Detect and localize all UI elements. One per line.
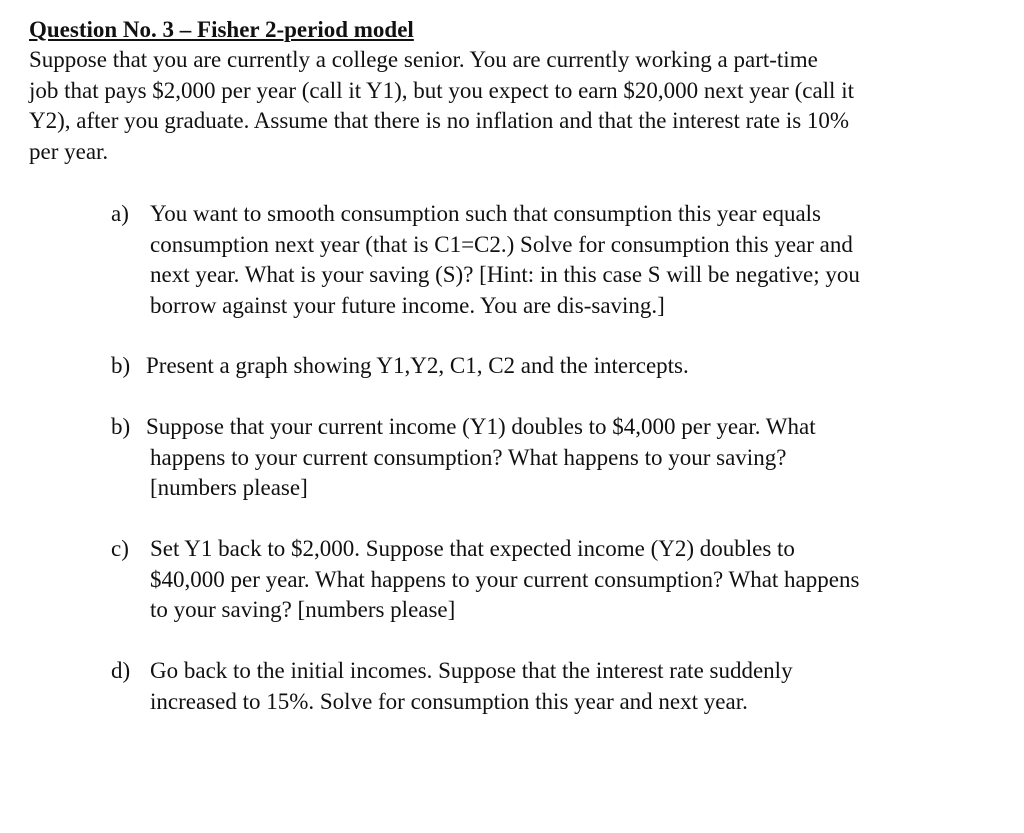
part-label: b) <box>111 353 131 378</box>
part-text <box>150 656 1024 717</box>
part-text <box>150 534 1024 626</box>
question-title: Question No. 3 – Fisher 2-period model <box>29 17 414 42</box>
part-c <box>111 534 1001 626</box>
part-a <box>111 199 1001 321</box>
part-line: Go back to the initial incomes. Suppose that the interest rate suddenly <box>150 658 793 683</box>
part-line: You want to smooth consumption such that consumption this year equals <box>150 201 822 226</box>
part-line: $40,000 per year. What happens to your current consumption? What happens <box>150 566 860 592</box>
part-line: happens to your current consumption? What happens to your saving? <box>150 444 787 470</box>
intro-line: Suppose that you are currently a college senior. You are currently working a part-time <box>29 47 818 72</box>
part-label: c) <box>111 536 129 561</box>
part-d <box>111 656 1001 717</box>
part-label: a) <box>111 201 129 226</box>
part-line: Suppose that your current income (Y1) doubles to $4,000 per year. What <box>146 414 816 439</box>
part-label: d) <box>111 658 131 683</box>
part-label: b) <box>111 414 131 439</box>
part-b-graph <box>111 351 1001 382</box>
part-text <box>150 199 1024 321</box>
part-line: next year. What is your saving (S)? [Hint: in this case S will be negative; you <box>150 262 860 287</box>
part-line: consumption next year (that is C1=C2.) Solve for consumption this year and <box>150 231 853 257</box>
part-line: Present a graph showing Y1,Y2, C1, C2 and the intercepts. <box>146 353 689 378</box>
intro-line: per year. <box>29 138 109 164</box>
intro-paragraph <box>29 45 1009 167</box>
intro-line: Y2), after you graduate. Assume that there is no inflation and that the interest rate is 10% <box>29 108 850 133</box>
part-line: [numbers please] <box>150 475 308 500</box>
part-line: to your saving? [numbers please] <box>150 597 456 622</box>
part-text <box>146 351 1024 382</box>
part-line: increased to 15%. Solve for consumption this year and next year. <box>150 688 748 714</box>
part-text <box>146 412 1024 504</box>
part-line: borrow against your future income. You are dis-saving.] <box>150 292 665 318</box>
part-line: Set Y1 back to $2,000. Suppose that expected income (Y2) doubles to <box>150 536 795 561</box>
part-b-income <box>111 412 1001 504</box>
intro-line: job that pays $2,000 per year (call it Y1), but you expect to earn $20,000 next year (call it <box>29 77 854 103</box>
